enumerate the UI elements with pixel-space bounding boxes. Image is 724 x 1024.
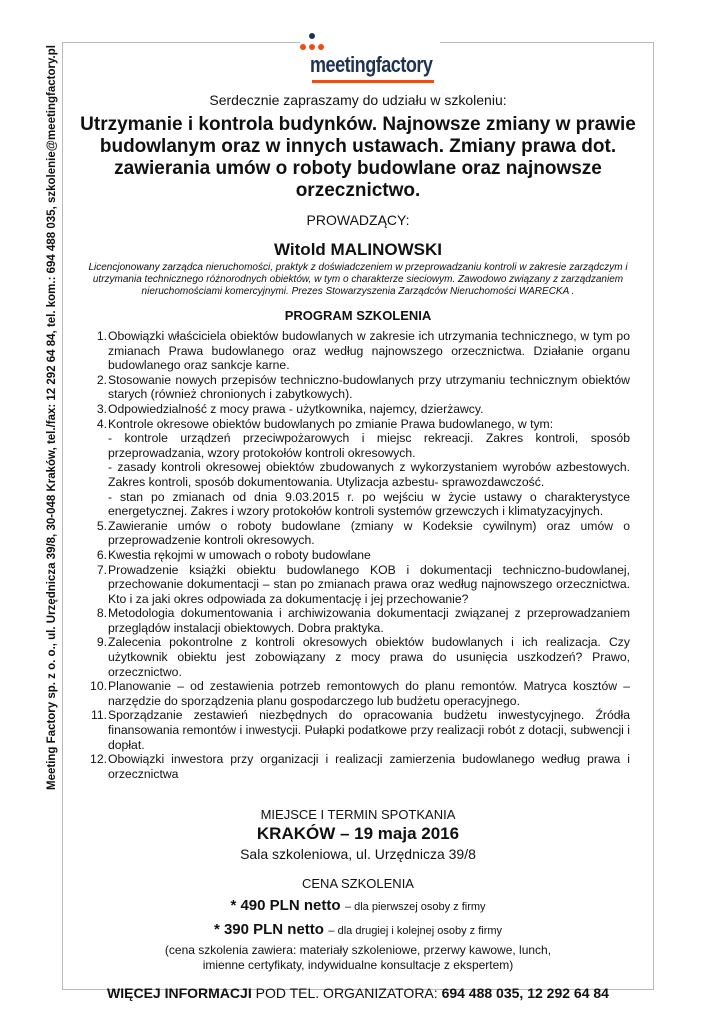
price-first bbox=[72, 897, 644, 915]
price-second-desc: – dla drugiej i kolejnej osoby z firmy bbox=[328, 925, 503, 938]
leader-bio: Licencjonowany zarządca nieruchomości, praktyk z doświadczeniem w przeprowadzaniu kontroli w zakresie zarządczym i utrzymania technicznego różnorodnych obiektów, w tym o charakterze sieciowym. Zawodowo związany z zarządzaniem nieruchomościami komercyjnymi. Prezes Stowarzyszenia Zarządców Nieruchomości WARECKA . bbox=[88, 262, 628, 297]
meetingfactory-logo bbox=[300, 30, 440, 92]
program-item-6: 6. Kwestia rękojmi w umowach o roboty budowlane bbox=[96, 547, 371, 562]
program-list bbox=[72, 329, 644, 781]
leader-name: Witold MALINOWSKI bbox=[274, 240, 442, 259]
program-item-4-sub-2: - zasady kontroli okresowej obiektów zbudowanych z wykorzystaniem wyrobów azbestowych. Zakres kontroli, sposób dokumentowania. Utylizacja azbestu- sprawozdawczość. bbox=[108, 460, 630, 489]
venue-address: Sala szkoleniowa, ul. Urzędnicza 39/8 bbox=[240, 846, 476, 863]
price-includes bbox=[72, 943, 644, 973]
program-item-10: 10. Planowanie – od zestawienia potrzeb remontowych do planu remontów. Matryca kosztów – narzędzie do sporządzenia planu gospodarczego lub budżetu operacyjnego. bbox=[90, 679, 630, 708]
program-item-3: 3. Odpowiedzialność z mocy prawa - użytkownika, najemcy, dzierżawcy. bbox=[96, 401, 484, 416]
program-item-7: 7. Prowadzenie książki obiektu budowlanego KOB i dokumentacji techniczno-budowlanej, przechowanie dokumentacji – stan po zmianach prawa oraz według najnowszego orzecznictwa. Kto i za jaki okres odpowiada za dokumentację i jej przechowanie? bbox=[96, 562, 630, 606]
program-item-11: 11. Sporządzanie zestawień niezbędnych do opracowania budżetu inwestycyjnego. Źródła finansowania remontów i inwestycji. Pułapki podatkowe przy realizacji robót z dotacji, subwencji i dopłat. bbox=[90, 708, 630, 752]
program-item-12: 12. Obowiązki inwestora przy organizacji i realizacji zamierzenia budowlanego według prawa i orzecznictwa bbox=[90, 752, 630, 781]
footer-info bbox=[72, 985, 644, 1001]
logo-dots-icon bbox=[300, 30, 440, 52]
price-first-amount: * 490 PLN netto bbox=[230, 897, 341, 915]
price-first-desc: – dla pierwszej osoby z firmy bbox=[344, 901, 486, 914]
program-item-4: 4. Kontrole okresowe obiektów budowlanych po zmianie Prawa budowlanego, w tym: - kontrole urządzeń przeciwpożarowych i miejsc rekreacji. Zakres kontroli, sposób przeprowadzania, wzory protokołów kontroli okresowych. - zasady kontroli okresowej obiektów zbudowanych z wykorzystaniem wyrobów azbestowych. Zakres kontroli, sposób dokumentowania. Utylizacja azbestu- sprawozdawczość. - stan po zmianach od dnia 9.03.2015 r. po wejściu w życie ustawy o charakterystyce energetycznej. Zakres i wzory protokołów kontroli systemów grzewczych i klimatyzacyjnych. bbox=[96, 416, 630, 519]
program-item-4-sub-1: - kontrole urządzeń przeciwpożarowych i miejsc rekreacji. Zakres kontroli, sposób przeprowadzania, wzory protokołów kontroli okresowych. bbox=[108, 431, 630, 460]
program-item-2: 2. Stosowanie nowych przepisów techniczno-budowlanych przy utrzymaniu technicznym obiektów starych (również chronionych i zabytkowych). bbox=[96, 372, 630, 402]
training-title: Utrzymanie i kontrola budynków. Najnowsze zmiany w prawie budowlanym oraz w innych ustawach. Zmiany prawa dot. zawierania umów o roboty budowlane oraz najnowsze orzecznictwo. bbox=[80, 114, 636, 201]
price-includes-line-2: imienne certyfikaty, indywidualne konsultacje z ekspertem) bbox=[202, 958, 514, 973]
venue-label: MIEJSCE I TERMIN SPOTKANIA bbox=[260, 807, 456, 823]
program-item-9: 9. Zalecenia pokontrolne z kontroli okresowych obiektów budowlanych i ich realizacja. Czy użytkownik obiektu jest zobowiązany z mocy prawa do usunięcia uszkodzeń? Prawo, orzecznictwo. bbox=[96, 635, 630, 679]
document-body bbox=[72, 90, 644, 1001]
price-second bbox=[72, 921, 644, 939]
program-heading: PROGRAM SZKOLENIA bbox=[284, 308, 432, 323]
price-label: CENA SZKOLENIA bbox=[302, 876, 414, 892]
venue-city-date: KRAKÓW – 19 maja 2016 bbox=[256, 824, 460, 844]
price-second-amount: * 390 PLN netto bbox=[213, 921, 324, 939]
program-item-5: 5. Zawieranie umów o roboty budowlane (zmiany w Kodeksie cywilnym) oraz umów o przeprowadzenie kontroli okresowych. bbox=[96, 518, 630, 548]
footer-phone-label: POD TEL. ORGANIZATORA: bbox=[255, 985, 438, 1002]
leader-label: PROWADZĄCY: bbox=[306, 212, 410, 228]
program-item-1: 1. Obowiązki właściciela obiektów budowlanych w zakresie ich utrzymania technicznego, w tym po zmianach Prawa budowlanego oraz według najnowszego orzecznictwa. Działanie organu budowlanego oraz sankcje karne. bbox=[96, 329, 630, 373]
price-includes-line-1: (cena szkolenia zawiera: materiały szkoleniowe, przerwy kawowe, lunch, bbox=[164, 943, 552, 958]
invite-text: Serdecznie zapraszamy do udziału w szkoleniu: bbox=[209, 92, 507, 108]
logo-underline bbox=[312, 80, 434, 83]
logo-text: meetingfactory bbox=[310, 52, 433, 77]
sidebar-contact: Meeting Factory sp. z o. o., ul. Urzędnicza 39/8, 30-048 Kraków, tel./fax: 12 292 64 84, tel. kom.: 694 488 035, szkolenie@meetingfactory.pl bbox=[46, 45, 58, 790]
footer-phones: 694 488 035, 12 292 64 84 bbox=[441, 985, 609, 1002]
program-item-8: 8. Metodologia dokumentowania i archiwizowania dokumentacji związanej z przeprowadzaniem przeglądów instalacji obiektowych. Dobra praktyka. bbox=[96, 606, 630, 635]
footer-more-info: WIĘCEJ INFORMACJI bbox=[107, 985, 252, 1002]
program-item-4-sub-3: - stan po zmianach od dnia 9.03.2015 r. po wejściu w życie ustawy o charakterystyce energetycznej. Zakres i wzory protokołów kontroli systemów grzewczych i klimatyzacyjnych. bbox=[108, 489, 630, 519]
